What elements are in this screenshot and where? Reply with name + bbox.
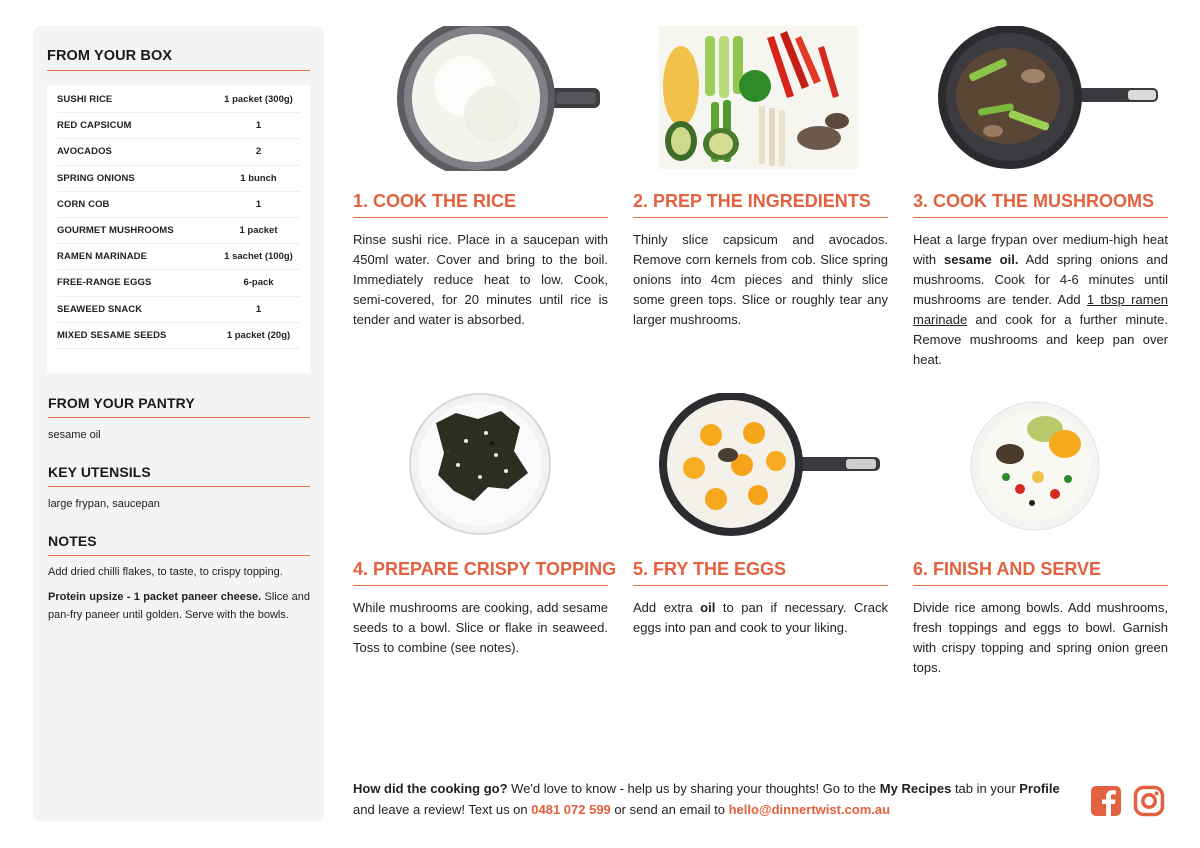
step-6 <box>913 559 1168 678</box>
footer-question: How did the cooking go? <box>353 781 508 796</box>
footer-text: and leave a review! Text us on <box>353 802 532 817</box>
step-3-text <box>913 230 1168 370</box>
step-2-title: 2. PREP THE INGREDIENTS <box>633 191 888 218</box>
ingredient-name: SPRING ONIONS <box>57 172 135 184</box>
footer-text: tab in your <box>951 781 1020 796</box>
ingredient-qty: 6-pack <box>243 277 274 289</box>
ingredient-row <box>57 323 300 349</box>
utensils-text: large frypan, saucepan <box>48 497 160 510</box>
footer-text: We'd love to know - help us by sharing your thoughts! Go to the <box>507 781 880 796</box>
instagram-icon[interactable] <box>1133 785 1165 817</box>
ingredient-name: MIXED SESAME SEEDS <box>57 329 167 341</box>
ingredient-row <box>57 297 300 323</box>
note-2-bold: Protein upsize - 1 packet paneer cheese. <box>48 591 262 604</box>
my-recipes-label: My Recipes <box>879 781 952 796</box>
step-6-text: Divide rice among bowls. Add mushrooms, fresh toppings and eggs to bowl. Garnish with crispy topping and spring onion green tops. <box>913 600 1168 675</box>
step-4 <box>353 559 617 658</box>
ingredient-qty: 1 packet <box>239 225 278 237</box>
pantry-section <box>47 395 310 444</box>
step-3-text-part: Add spring onions and mushrooms. Cook for 4-6 minutes until mushrooms are tender. Add <box>913 252 1168 307</box>
fried-eggs-frypan-image <box>646 393 882 536</box>
ingredient-qty: 1 bunch <box>240 172 277 184</box>
footer-text: or send an email to <box>610 802 729 817</box>
step-5-text-part: Add extra <box>633 600 701 615</box>
ingredient-row <box>57 113 300 139</box>
step-3-text-part: and cook for a further minute. Remove mushrooms and keep pan over heat. <box>913 312 1168 367</box>
feedback-footer <box>353 778 1073 820</box>
ingredient-qty: 1 packet (300g) <box>224 94 293 106</box>
ingredients-table <box>47 85 310 373</box>
ingredient-name: SEAWEED SNACK <box>57 303 143 315</box>
ingredient-row <box>57 218 300 244</box>
step-5-title: 5. FRY THE EGGS <box>633 559 888 586</box>
step-2-text: Thinly slice capsicum and avocados. Remove corn kernels from cob. Slice spring onions into 4cm pieces and thinly slice some green tops. Slice or roughly tear any larger mushrooms. <box>633 232 888 327</box>
step-1-text: Rinse sushi rice. Place in a saucepan with 450ml water. Cover and bring to the boil. Immediately reduce heat to low. Cook, semi-covered, for 20 minutes until rice is tender and water is absorbed. <box>353 232 608 327</box>
facebook-icon[interactable] <box>1090 785 1122 817</box>
ingredient-name: RED CAPSICUM <box>57 120 132 132</box>
ingredient-row <box>57 244 300 270</box>
prepped-ingredients-image <box>659 26 858 169</box>
ingredient-qty: 1 sachet (100g) <box>224 251 293 263</box>
ingredient-row <box>57 139 300 165</box>
ingredient-qty: 1 <box>255 198 262 210</box>
pantry-heading: FROM YOUR PANTRY <box>48 395 310 418</box>
note-2 <box>48 589 310 624</box>
step-4-text: While mushrooms are cooking, add sesame seeds to a bowl. Slice or flake in seaweed. Toss to combine (see notes). <box>353 600 608 655</box>
crispy-topping-bowl-image <box>396 393 564 536</box>
pantry-text: sesame oil <box>48 428 101 441</box>
finished-bowl-image <box>970 399 1105 532</box>
notes-section <box>47 533 310 625</box>
email-link[interactable]: hello@dinnertwist.com.au <box>728 802 891 817</box>
step-3 <box>913 191 1168 370</box>
step-6-title: 6. FINISH AND SERVE <box>913 559 1168 586</box>
step-5-bold-oil: oil <box>700 600 716 615</box>
step-3-title: 3. COOK THE MUSHROOMS <box>913 191 1168 218</box>
note-2-text: Slice and pan-fry paneer until golden. Serve with the bowls. <box>48 591 311 621</box>
step-5-text-part: to pan if necessary. Crack eggs into pan and cook to your liking. <box>633 600 888 635</box>
mushrooms-frypan-image <box>938 26 1160 169</box>
step-5-text <box>633 598 888 638</box>
step-3-bold-oil: sesame oil. <box>944 252 1019 267</box>
step-4-title: 4. PREPARE CRISPY TOPPING <box>353 559 608 586</box>
note-1: Add dried chilli flakes, to taste, to crispy topping. <box>48 565 283 578</box>
ingredient-name: AVOCADOS <box>57 146 112 158</box>
ingredients-sidebar <box>33 26 324 821</box>
step-1 <box>353 191 608 330</box>
ingredient-row <box>57 192 300 218</box>
ingredient-qty: 2 <box>255 146 262 158</box>
ingredient-name: RAMEN MARINADE <box>57 251 148 263</box>
step-2 <box>633 191 888 330</box>
ingredient-qty: 1 <box>255 120 262 132</box>
notes-heading: NOTES <box>48 533 310 556</box>
ingredient-qty: 1 <box>255 303 262 315</box>
step-1-title: 1. COOK THE RICE <box>353 191 608 218</box>
ingredient-qty: 1 packet (20g) <box>226 329 291 341</box>
utensils-section <box>47 464 310 513</box>
ingredient-row <box>57 166 300 192</box>
profile-label: Profile <box>1019 781 1060 796</box>
phone-number-link[interactable]: 0481 072 599 <box>531 802 611 817</box>
ingredient-row <box>57 270 300 296</box>
utensils-heading: KEY UTENSILS <box>48 464 310 487</box>
cooked-rice-saucepan-image <box>396 26 602 171</box>
from-your-box-heading: FROM YOUR BOX <box>47 48 310 71</box>
ingredient-row <box>57 87 300 113</box>
step-5 <box>633 559 888 638</box>
step-3-text-part: Heat a large frypan over medium-high heat with <box>913 232 1168 267</box>
ingredient-name: FREE-RANGE EGGS <box>57 277 152 289</box>
ingredient-name: GOURMET MUSHROOMS <box>57 225 174 237</box>
ingredient-name: SUSHI RICE <box>57 94 113 106</box>
step-3-marinade-link: 1 tbsp ramen marinade <box>913 292 1169 327</box>
ingredient-name: CORN COB <box>57 198 110 210</box>
